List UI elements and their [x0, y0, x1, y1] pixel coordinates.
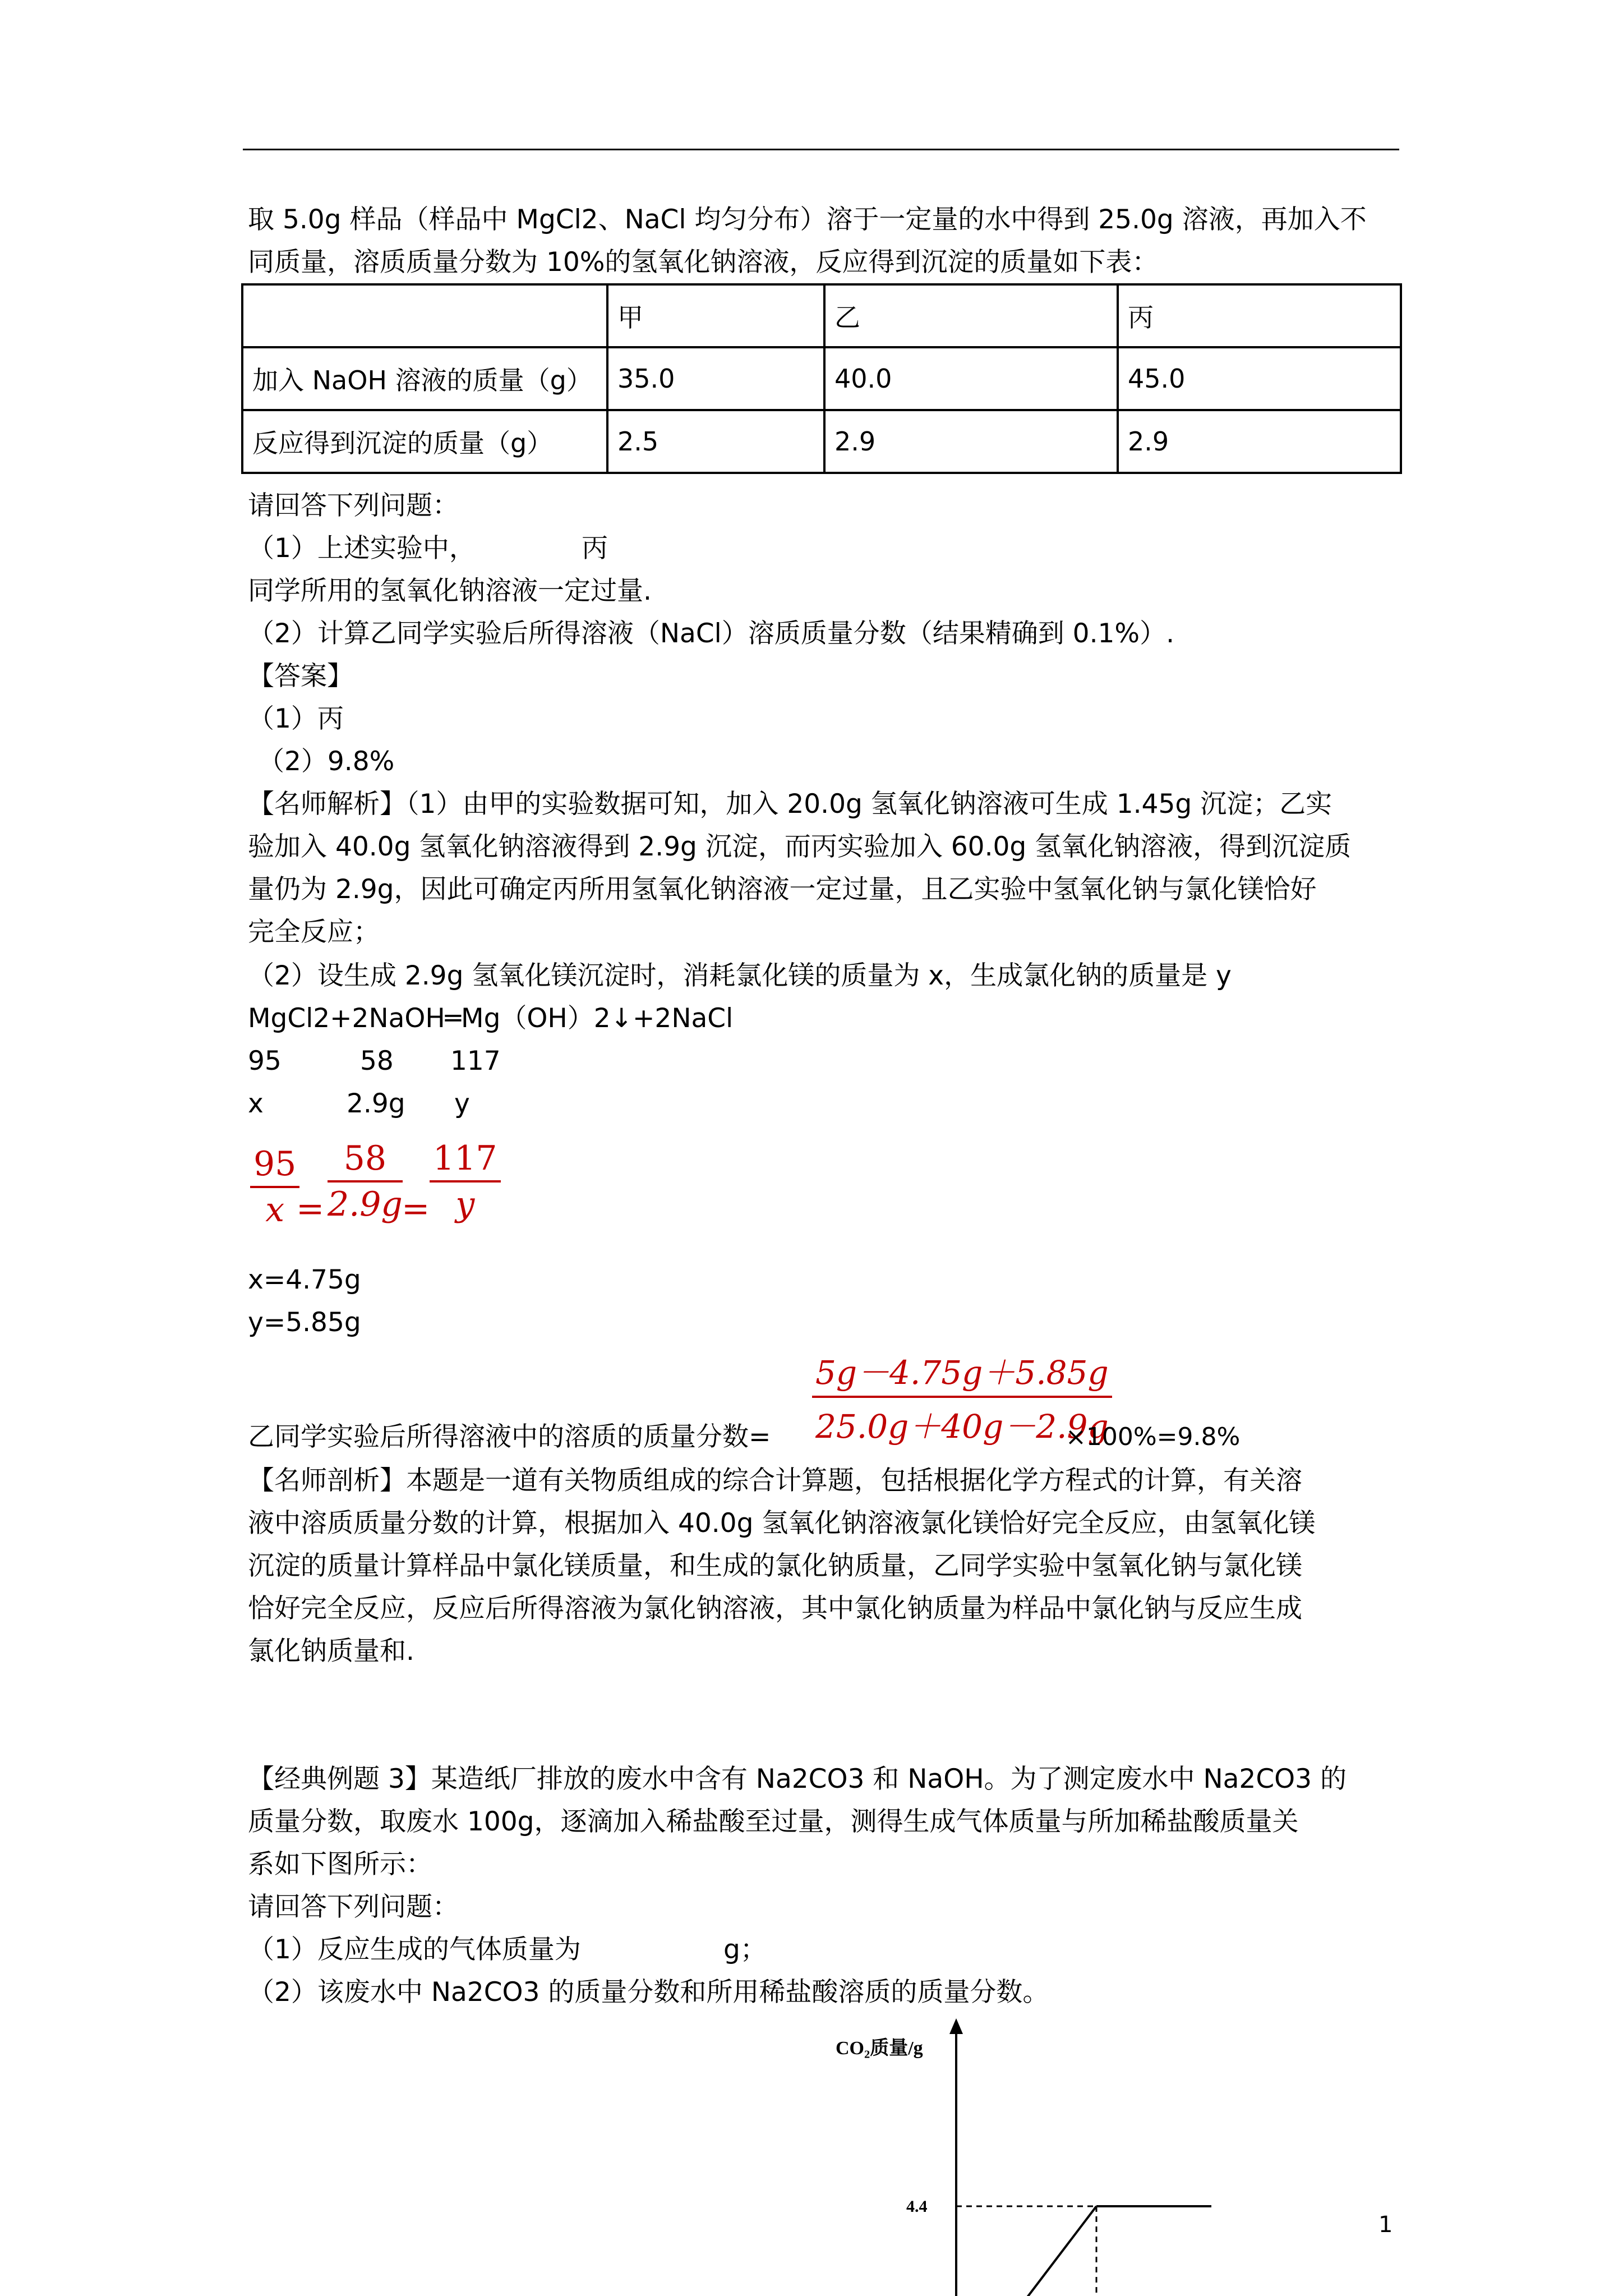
unknown-x: x [248, 1088, 264, 1119]
fraction-numerator: 117 [430, 1139, 501, 1182]
questions-prompt: 请回答下列问题： [248, 490, 459, 521]
page-number: 1 [1378, 2212, 1393, 2238]
fraction-numerator: 58 [328, 1139, 403, 1182]
comment-line-2: 液中溶质质量分数的计算，根据加入 40.0g 氢氧化钠溶液氯化镁恰好完全反应，由氢氧化镁 [248, 1508, 1316, 1539]
table-cell: 45.0 [1118, 347, 1401, 410]
ratio-fraction-3 [430, 1139, 501, 1224]
example3-line-2: 质量分数，取废水 100g，逐滴加入稀盐酸至过量，测得生成气体质量与所加稀盐酸质量关 [248, 1806, 1299, 1837]
analysis-line-3: 量仍为 2.9g，因此可确定丙所用氢氧化钠溶液一定过量，且乙实验中氢氧化钠与氯化镁恰好 [248, 874, 1317, 905]
fraction-numerator: 5g－4.75g＋5.85g [812, 1346, 1112, 1398]
molar-mass-95: 95 [248, 1046, 282, 1076]
y-result: y=5.85g [248, 1307, 361, 1338]
comment-line-5: 氯化钠质量和. [248, 1636, 414, 1667]
unknown-y: y [454, 1088, 470, 1119]
ratio-fraction-2 [328, 1139, 403, 1224]
table-cell: 40.0 [824, 347, 1118, 410]
co2-mass-chart [813, 2014, 1262, 2296]
table-cell: 2.5 [607, 410, 824, 473]
answer-2: （2）9.8% [258, 746, 395, 777]
intro-line-2: 同质量，溶质质量分数为 10%的氢氧化钠溶液，反应得到沉淀的质量如下表： [248, 247, 1159, 278]
question-1-answer: 丙 [582, 533, 608, 564]
question-2: （2）计算乙同学实验后所得溶液（NaCl）溶质质量分数（结果精确到 0.1%）. [248, 618, 1175, 649]
fraction-denominator: y [455, 1185, 475, 1224]
table-cell: 加入 NaOH 溶液的质量（g） [242, 347, 607, 410]
fraction-numerator: 95 [250, 1144, 299, 1188]
y-axis-label: CO₂质量/g [836, 2038, 923, 2059]
example3-question-1-suffix: g； [723, 1934, 767, 1965]
comment-line-1: 【名师剖析】本题是一道有关物质组成的综合计算题，包括根据化学方程式的计算，有关溶 [248, 1465, 1302, 1496]
fraction-denominator: 25.0g＋40g－2.9g [815, 1407, 1109, 1446]
equals-sign: = [402, 1189, 430, 1228]
table-cell: 2.9 [824, 410, 1118, 473]
reaction-equation: MgCl2+2NaOH═Mg（OH）2↓+2NaCl [248, 1003, 734, 1034]
example3-line-3: 系如下图所示： [248, 1849, 432, 1880]
table-cell: 35.0 [607, 347, 824, 410]
unknown-precipitate: 2.9g [347, 1088, 405, 1119]
ratio-fraction-1 [250, 1144, 299, 1230]
analysis-line-2: 验加入 40.0g 氢氧化钠溶液得到 2.9g 沉淀，而丙实验加入 60.0g 氢氧化钠溶液，得到沉淀质 [248, 831, 1352, 862]
y-axis-arrow [949, 2018, 963, 2034]
comment-line-4: 恰好完全反应，反应后所得溶液为氯化钠溶液，其中氯化钠质量为样品中氯化钠与反应生成 [248, 1593, 1302, 1624]
table-header-row [242, 284, 1401, 347]
analysis-line-5: （2）设生成 2.9g 氢氧化镁沉淀时，消耗氯化镁的质量为 x，生成氯化钠的质量是 y [248, 960, 1232, 991]
table-header-cell: 甲 [607, 284, 824, 347]
answer-1: （1）丙 [248, 703, 344, 734]
table-header-cell [242, 284, 607, 347]
analysis-line-1: 【名师解析】（1）由甲的实验数据可知，加入 20.0g 氢氧化钠溶液可生成 1.45g 沉淀；乙实 [248, 789, 1332, 820]
y-tick-label: 4.4 [906, 2197, 928, 2216]
example3-question-1-prefix: （1）反应生成的气体质量为 [248, 1934, 581, 1965]
mass-fraction-label: 乙同学实验后所得溶液中的溶质的质量分数= [248, 1421, 771, 1452]
table-row [242, 347, 1401, 410]
comment-line-3: 沉淀的质量计算样品中氯化镁质量，和生成的氯化钠质量，乙同学实验中氢氧化钠与氯化镁 [248, 1550, 1302, 1581]
table-header-cell: 丙 [1118, 284, 1401, 347]
molar-mass-58: 58 [360, 1046, 394, 1076]
fraction-denominator: 2.9g [328, 1185, 403, 1224]
fraction-denominator: x [265, 1190, 285, 1230]
mass-fraction-result: ×100%=9.8% [1066, 1423, 1241, 1451]
table-header-cell: 乙 [824, 284, 1118, 347]
intro-line-1: 取 5.0g 样品（样品中 MgCl2、NaCl 均匀分布）溶于一定量的水中得到 25.0g 溶液，再加入不 [248, 204, 1367, 235]
header-rule [243, 149, 1399, 150]
experiment-table [241, 283, 1402, 474]
answer-heading: 【答案】 [248, 661, 353, 692]
table-cell: 2.9 [1118, 410, 1401, 473]
table-cell: 反应得到沉淀的质量（g） [242, 410, 607, 473]
series-rising-segment [1004, 2206, 1096, 2296]
equals-sign: = [296, 1189, 325, 1228]
example3-line-1: 【经典例题 3】某造纸厂排放的废水中含有 Na2CO3 和 NaOH。为了测定废水中 Na2CO3 的 [248, 1764, 1347, 1795]
example3-question-2: （2）该废水中 Na2CO3 的质量分数和所用稀盐酸溶质的质量分数。 [248, 1977, 1049, 2008]
example3-prompt: 请回答下列问题： [248, 1892, 459, 1922]
molar-mass-117: 117 [450, 1046, 501, 1076]
question-1-suffix: 同学所用的氢氧化钠溶液一定过量. [248, 576, 652, 606]
table-row [242, 410, 1401, 473]
analysis-line-4: 完全反应； [248, 917, 380, 947]
question-1-prefix: （1）上述实验中， [248, 533, 476, 564]
x-result: x=4.75g [248, 1264, 361, 1295]
